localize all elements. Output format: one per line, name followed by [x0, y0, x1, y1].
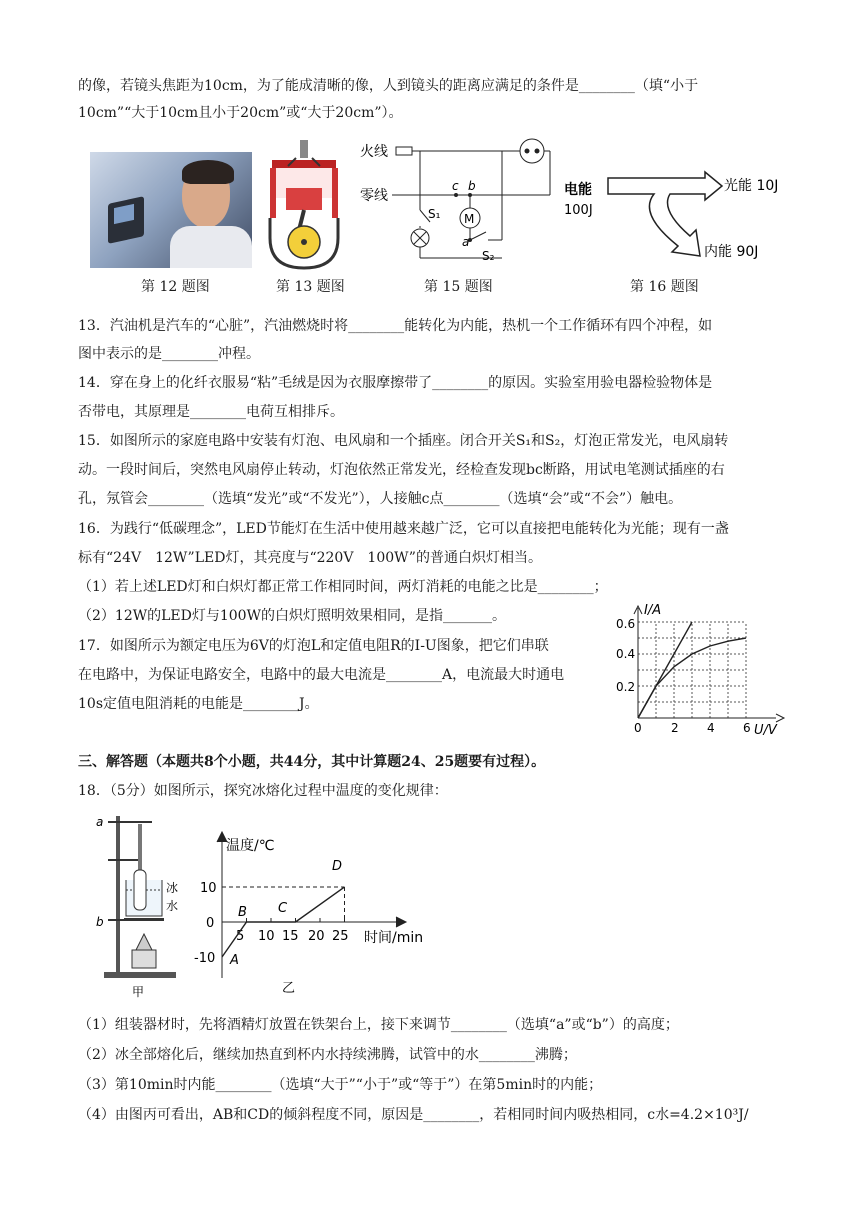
x-tick-4: 4 [707, 721, 715, 735]
x-tick-6: 6 [743, 721, 751, 735]
cylinder-head [272, 160, 336, 168]
x-axis-label: 时间/min [364, 930, 424, 946]
person-shirt [170, 226, 252, 268]
ice-label: 冰 [166, 881, 179, 895]
node-c [454, 193, 458, 197]
q15-line-1: 15．如图所示的家庭电路中安装有灯泡、电风扇和一个插座。闭合开关S₁和S₂，灯泡正常发光，电风扇转 [78, 433, 729, 449]
test-tube [134, 870, 146, 910]
section-3-heading: 三、解答题（本题共8个小题，共44分，其中计算题24、25题要有过程）。 [78, 754, 546, 770]
stand-base [104, 972, 176, 978]
fig13-caption: 第 13 题图 [276, 279, 345, 295]
fig18-apparatus [92, 810, 192, 1000]
fig12-caption: 第 12 题图 [141, 279, 210, 295]
q16-line-1: 16．为践行“低碳理念”，LED节能灯在生活中使用越来越广泛，它可以直接把电能转化为光能；现有一盏 [78, 521, 729, 537]
q18-part-1: （1）组装器材时，先将酒精灯放置在铁架台上，接下来调节________（选填“a”或“b”）的高度； [78, 1017, 679, 1033]
y-tick-0.2: 0.2 [616, 680, 636, 694]
point-c-label: C [278, 901, 288, 916]
x-tick-10: 10 [258, 929, 275, 944]
q13-line-2: 图中表示的是________冲程。 [78, 346, 260, 362]
heat-energy-label: 内能 90J [704, 244, 759, 260]
q18-part-4: （4）由图丙可看出，AB和CD的倾斜程度不同，原因是________，若相同时间内吸热相同，c水=4.2×10³J/ [78, 1107, 749, 1123]
neutral-wire-label: 零线 [360, 188, 388, 204]
q17-line-1: 17．如图所示为额定电压为6V的灯泡L和定值电阻R的I-U图象，把它们串联 [78, 638, 549, 654]
fuse [396, 147, 412, 155]
y-tick-0.4: 0.4 [616, 647, 636, 661]
light-energy-label: 光能 10J [724, 178, 779, 194]
live-wire-label: 火线 [360, 144, 388, 160]
motor-label: M [464, 212, 475, 226]
point-a-label: a [462, 235, 470, 249]
fig-jia-label: 甲 [132, 985, 145, 999]
q14-line-1: 14．穿在身上的化纤衣服易“粘”毛绒是因为衣服摩擦带了________的原因。实验室用验电器检验物体是 [78, 375, 713, 391]
fig17-iu-chart [608, 602, 788, 738]
s2-label: S₂ [482, 249, 495, 263]
socket-icon [520, 139, 544, 163]
point-c-label: c [452, 179, 459, 193]
x-tick-15: 15 [282, 929, 299, 944]
s1-label: S₁ [428, 207, 441, 221]
crank-center [301, 239, 307, 245]
point-d-label: D [332, 859, 343, 874]
q18-part-2: （2）冰全部熔化后，继续加热直到杯内水持续沸腾，试管中的水________沸腾； [78, 1047, 577, 1063]
y-axis-label: I/A [644, 603, 662, 618]
input-energy-value: 100J [564, 203, 593, 218]
fig15-caption: 第 15 题图 [424, 279, 493, 295]
fig12-photo [90, 152, 252, 268]
water-label: 水 [166, 899, 179, 913]
input-energy-label: 电能 [564, 182, 592, 198]
y-axis-label: 温度/℃ [226, 838, 275, 854]
x-tick-25: 25 [332, 929, 349, 944]
q12-line-2: 10cm”“大于10cm且小于20cm”或“大于20cm”）。 [78, 105, 403, 121]
q12-line-1: 的像，若镜头焦距为10cm，为了能成清晰的像，人到镜头的距离应满足的条件是________（填“小于 [78, 78, 699, 94]
fig13-engine [266, 138, 342, 272]
fig15-circuit [358, 136, 554, 270]
fig16-caption: 第 16 题图 [630, 279, 699, 295]
x-axis-arrow [776, 714, 784, 722]
fig-yi-label: 乙 [282, 981, 296, 996]
grid [638, 622, 746, 718]
y-tick-10: 10 [200, 881, 217, 896]
x-axis-label: U/V [754, 723, 777, 738]
q18-part-3: （3）第10min时内能________（选填“大于”“小于”或“等于”）在第5min时的内能； [78, 1077, 603, 1093]
clamp-b-label: b [96, 915, 104, 929]
x-tick-5: 5 [236, 929, 245, 944]
q16-part-2: （2）12W的LED灯与100W的白炽灯照明效果相同，是指_______。 [78, 608, 506, 624]
point-b-label: B [238, 905, 247, 920]
asbestos-net [124, 918, 164, 921]
x-tick-2: 2 [671, 721, 679, 735]
y-tick-0: 0 [206, 916, 215, 931]
q15-line-2: 动。一段时间后，突然电风扇停止转动，灯泡依然正常发光，经检查发现bc断路，用试电笔测试插座的右 [78, 462, 725, 478]
q17-line-2: 在电路中，为保证电路安全，电路中的最大电流是________A，电流最大时通电 [78, 667, 565, 683]
q16-line-2: 标有“24V 12W”LED灯，其亮度与“220V 100W”的普通白炽灯相当。 [78, 550, 542, 566]
cylinder-wall-left [270, 168, 276, 218]
stand-rod [116, 816, 120, 976]
alcohol-lamp-body [132, 950, 156, 968]
alcohol-lamp-icon [136, 934, 152, 950]
q16-part-1: （1）若上述LED灯和白炽灯都正常工作相同时间，两灯消耗的电能之比是________； [78, 579, 608, 595]
q14-line-2: 否带电，其原理是________电荷互相排斥。 [78, 404, 344, 420]
q15-line-3: 孔，氖管会________（选填“发光”或“不发光”），人接触c点________（选填“会”或“不会”）触电。 [78, 491, 683, 507]
y-tick-0.6: 0.6 [616, 617, 636, 631]
fig16-energy-flow [560, 160, 790, 270]
cylinder-wall-right [332, 168, 338, 218]
x-tick-20: 20 [308, 929, 325, 944]
y-tick-minus-10: -10 [194, 951, 216, 966]
socket-hole-left [525, 149, 530, 154]
point-b-label: b [468, 179, 476, 193]
spark-plug [300, 140, 308, 158]
clamp-a-label: a [96, 815, 104, 829]
q18-intro: 18．（5分）如图所示，探究冰熔化过程中温度的变化规律： [78, 783, 448, 799]
person-hair [182, 160, 234, 184]
x-axis-arrow [396, 917, 406, 927]
q13-line-1: 13．汽油机是汽车的“心脏”，汽油燃烧时将________能转化为内能，热机一个工作循环有四个冲程，如 [78, 318, 713, 334]
switch-s2 [470, 232, 486, 240]
socket-hole-right [535, 149, 540, 154]
x-tick-0: 0 [634, 721, 642, 735]
fig18-temperature-chart [192, 828, 442, 998]
piston [286, 188, 322, 210]
point-a-label: A [230, 953, 239, 968]
q17-line-3: 10s定值电阻消耗的电能是________J。 [78, 696, 319, 712]
